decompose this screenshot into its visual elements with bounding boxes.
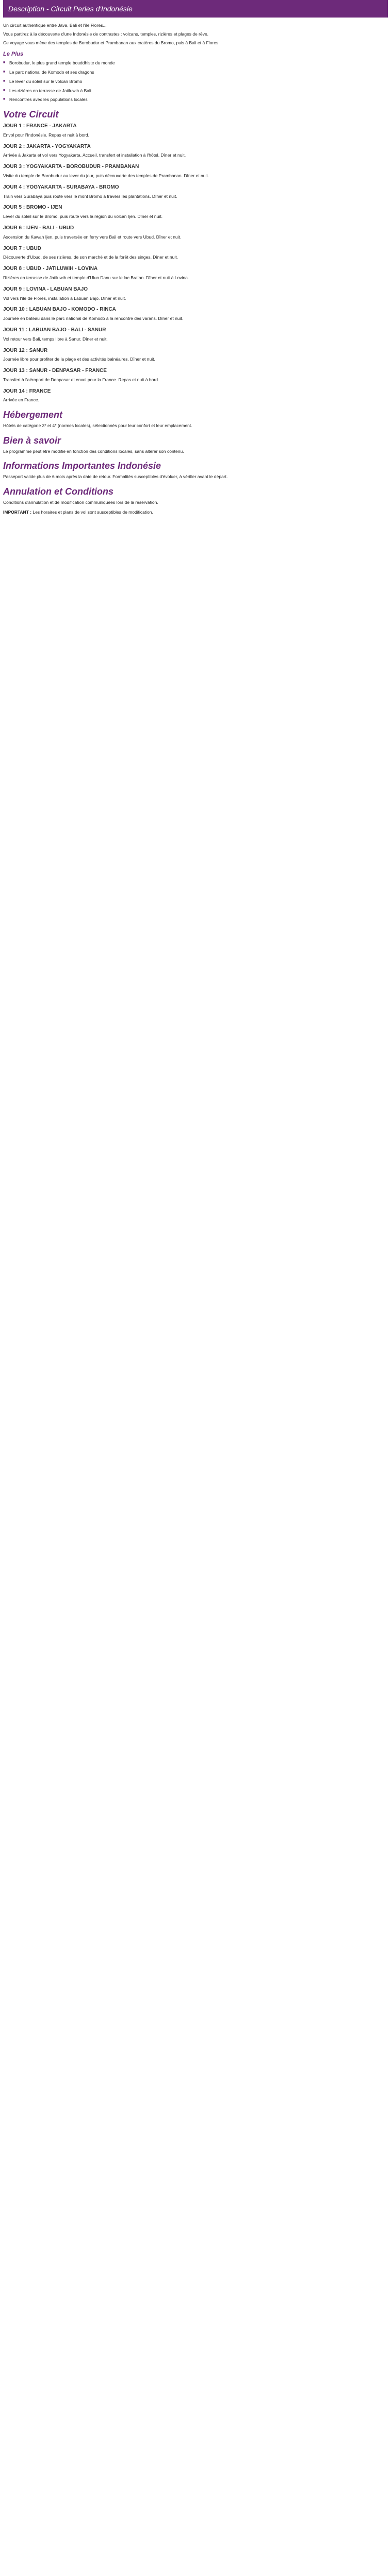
intro-text (3, 22, 388, 46)
day-text: Journée libre pour profiter de la plage et des activités balnéaires. Dîner et nuit. (3, 357, 155, 362)
itinerary-day (3, 123, 388, 139)
highlights-title: Le Plus (3, 51, 24, 58)
itinerary-day (3, 265, 388, 282)
important-label: IMPORTANT : (3, 509, 32, 515)
list-item: ■ Borobudur, le plus grand temple bouddhiste du monde (3, 59, 388, 67)
day-text: Envol pour l'Indonésie. Repas et nuit à bord. (3, 132, 90, 138)
day-title: JOUR 6 : IJEN - BALI - UBUD (3, 225, 74, 231)
day-title: JOUR 4 : YOGYAKARTA - SURABAYA - BROMO (3, 184, 119, 190)
infos-block (3, 473, 388, 481)
day-text: Arrivée à Jakarta et vol vers Yogyakarta. Accueil, transfert et installation à l'hôtel. Dîner et nuit. (3, 152, 186, 158)
day-text: Vol retour vers Bali, temps libre à Sanur. Dîner et nuit. (3, 336, 108, 342)
page-title: Description - Circuit Perles d'Indonésie (8, 4, 133, 13)
itinerary-day (3, 367, 388, 384)
day-text: Ascension du Kawah Ijen, puis traversée en ferry vers Bali et route vers Ubud. Dîner et nuit. (3, 234, 182, 240)
day-title: JOUR 9 : LOVINA - LABUAN BAJO (3, 286, 88, 292)
itinerary-day (3, 225, 388, 241)
annulation-title: Annulation et Conditions (3, 486, 113, 497)
itinerary-day (3, 163, 388, 180)
hebergement-title: Hébergement (3, 410, 63, 420)
itinerary-day (3, 347, 388, 364)
day-title: JOUR 7 : UBUD (3, 245, 41, 251)
day-title: JOUR 5 : BROMO - IJEN (3, 205, 62, 211)
itinerary (3, 123, 388, 404)
highlights-list (3, 59, 388, 104)
bien-a-savoir-block (3, 448, 388, 455)
page-header (3, 0, 388, 18)
itinerary-day (3, 143, 388, 160)
day-title: JOUR 12 : SANUR (3, 347, 48, 353)
infos-text: Passeport valide plus de 6 mois après la date de retour. Formalités susceptibles d'évoluer, à vérifier avant le départ. (3, 474, 228, 480)
intro-line: Un circuit authentique entre Java, Bali et l'île Flores... (3, 23, 107, 28)
itinerary-day (3, 286, 388, 302)
infos-title: Informations Importantes Indonésie (3, 461, 161, 471)
itinerary-day (3, 327, 388, 343)
hebergement-text: Hôtels de catégorie 3* et 4* (normes locales), sélectionnés pour leur confort et leur emplacement. (3, 423, 192, 429)
bien-a-savoir-text: Le programme peut être modifié en fonction des conditions locales, sans altérer son contenu. (3, 448, 184, 454)
day-title: JOUR 3 : YOGYAKARTA - BOROBUDUR - PRAMBANAN (3, 164, 139, 170)
list-item: ■ Le parc national de Komodo et ses dragons (3, 69, 388, 76)
itinerary-day (3, 245, 388, 262)
day-text: Train vers Surabaya puis route vers le mont Bromo à travers les plantations. Dîner et nuit. (3, 193, 177, 199)
day-title: JOUR 14 : FRANCE (3, 388, 51, 394)
day-text: Transfert à l'aéroport de Denpasar et envol pour la France. Repas et nuit à bord. (3, 377, 159, 382)
day-text: Découverte d'Ubud, de ses rizières, de son marché et de la forêt des singes. Dîner et nuit. (3, 255, 178, 260)
important-text: Les horaires et plans de vol sont susceptibles de modification. (32, 509, 153, 515)
itinerary-day (3, 388, 388, 404)
hebergement-text-block (3, 422, 388, 430)
list-item: ■ Les rizières en terrasse de Jatiluwih à Bali (3, 87, 388, 95)
important-note (3, 509, 388, 516)
annulation-text: Conditions d'annulation et de modification communiquées lors de la réservation. (3, 499, 158, 505)
day-title: JOUR 10 : LABUAN BAJO - KOMODO - RINCA (3, 307, 116, 313)
day-title: JOUR 1 : FRANCE - JAKARTA (3, 123, 77, 129)
list-item: ■ Rencontres avec les populations locales (3, 96, 388, 104)
day-title: JOUR 13 : SANUR - DENPASAR - FRANCE (3, 368, 107, 374)
day-text: Visite du temple de Borobudur au lever du jour, puis découverte des temples de Prambanan. Dîner et nuit. (3, 173, 209, 178)
itinerary-day (3, 204, 388, 221)
bien-a-savoir-title: Bien à savoir (3, 435, 61, 446)
day-text: Arrivée en France. (3, 397, 39, 403)
day-title: JOUR 11 : LABUAN BAJO - BALI - SANUR (3, 327, 106, 333)
day-text: Vol vers l'île de Flores, installation à Labuan Bajo. Dîner et nuit. (3, 295, 126, 301)
list-item: ■ Le lever du soleil sur le volcan Bromo (3, 78, 388, 86)
itinerary-day (3, 306, 388, 323)
intro-line: Ce voyage vous mène des temples de Borobudur et Prambanan aux cratères du Bromo, puis à Bali et à Flores. (3, 40, 220, 45)
highlights-section (3, 50, 388, 104)
day-title: JOUR 2 : JAKARTA - YOGYAKARTA (3, 143, 91, 149)
day-text: Journée en bateau dans le parc national de Komodo à la rencontre des varans. Dîner et nuit. (3, 316, 184, 321)
day-text: Rizières en terrasse de Jatiluwih et temple d'Ulun Danu sur le lac Bratan. Dîner et nuit à Lovina. (3, 275, 189, 280)
day-title: JOUR 8 : UBUD - JATILUWIH - LOVINA (3, 266, 98, 272)
intro-line: Vous partirez à la découverte d'une Indonésie de contrastes : volcans, temples, rizières et plages de rêve. (3, 31, 209, 37)
itinerary-day (3, 184, 388, 200)
annulation-block (3, 499, 388, 516)
day-text: Lever du soleil sur le Bromo, puis route vers la région du volcan Ijen. Dîner et nuit. (3, 214, 162, 219)
circuit-title: Votre Circuit (3, 109, 59, 120)
